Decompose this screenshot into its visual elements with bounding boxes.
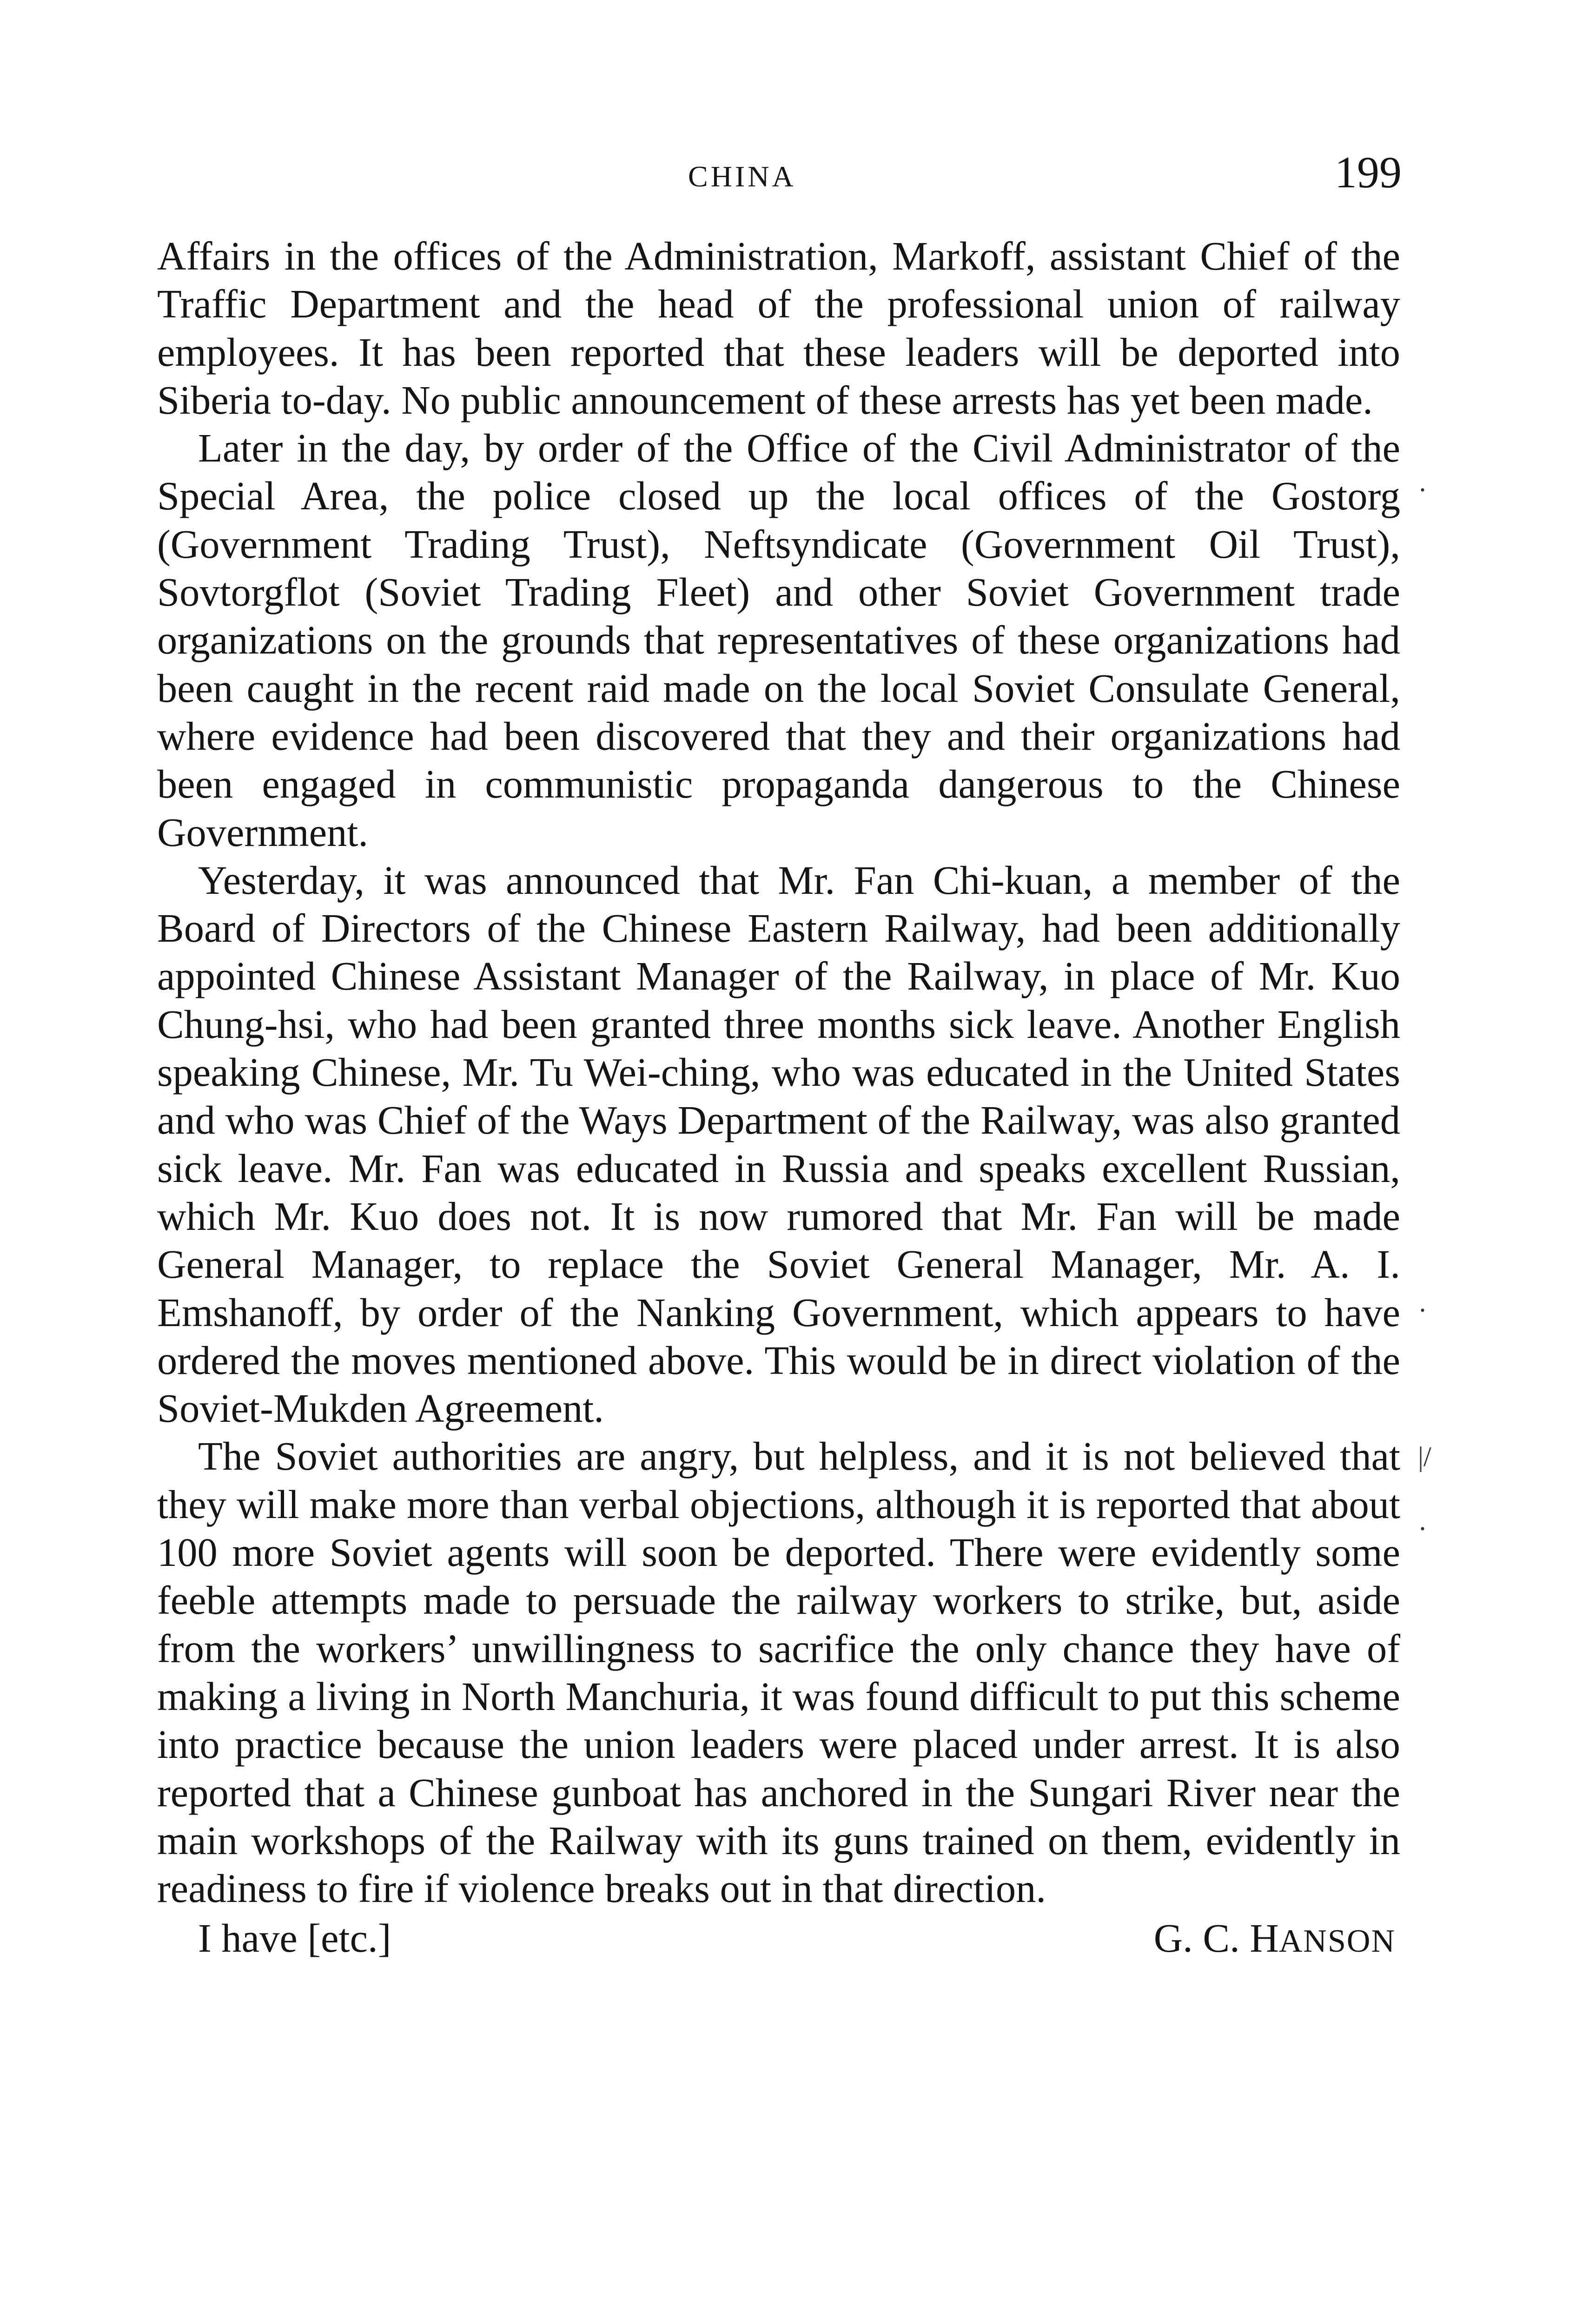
paragraph-4: The Soviet authorities are angry, but helpless, and it is not believed that they will make more than verbal objections, although it is reported that about 100 more Soviet agents will soon be deported. There were evidently some feeble attempts made to persuade the railway workers to strike, but, aside from the workers’ unwillingness to sacrifice the only chance they have of making a living in North Manchuria, it was found difficult to put this scheme into practice because the union leaders were placed under arrest. It is also reported that a Chinese gunboat has anchored in the Sungari River near the main workshops of the Railway with its guns trained on them, evidently in readiness to fire if violence breaks out in that direction. (157, 1434, 1400, 1911)
signature-initials: G. C. H (1153, 1916, 1279, 1961)
paragraph-3: Yesterday, it was announced that Mr. Fan Chi-kuan, a member of the Board of Directors of the Chinese Eastern Railway, had been additionally appointed Chinese Assistant Manager of the Railway, in place of Mr. Kuo Chung-hsi, who had been granted three months sick leave. Another English speaking Chinese, Mr. Tu Wei-ching, who was educated in the United States and who was Chief of the Ways Department of the Railway, was also granted sick leave. Mr. Fan was educated in Russia and speaks excellent Russian, which Mr. Kuo does not. It is now rumored that Mr. Fan will be made General Manager, to replace the Soviet General Manager, Mr. A. I. Emshanoff, by order of the Nanking Government, which appears to have ordered the moves mentioned above. This would be in direct violation of the Soviet-Mukden Agreement. (157, 858, 1400, 1431)
salutation: I have [etc.] (198, 1916, 391, 1961)
margin-tick-mark: |/ (1418, 1441, 1431, 1472)
closing-line (157, 1915, 1400, 1962)
page-header (0, 146, 1569, 198)
letter-body (157, 232, 1400, 1962)
running-head: CHINA (688, 160, 796, 193)
margin-dot-mark: · (1418, 1295, 1427, 1326)
margin-dot-mark: · (1418, 1513, 1427, 1544)
margin-dot-mark: · (1418, 475, 1427, 505)
paragraph-2: Later in the day, by order of the Office of the Civil Administrator of the Special Area, the police closed up the local offices of the Gostorg (Government Trading Trust), Neftsyndicate (Government Oil Trust), Sovtorgflot (Soviet Trading Fleet) and other Soviet Government trade organizations on the grounds that representatives of these organizations had been caught in the recent raid made on the local Soviet Consulate General, where evidence had been discovered that they and their organizations had been engaged in communistic propaganda dangerous to the Chinese Government. (157, 426, 1400, 855)
signature-rest: ANSON (1278, 1923, 1396, 1960)
page-number: 199 (1335, 147, 1402, 197)
signature (1154, 1915, 1396, 1965)
paragraph-1: Affairs in the offices of the Administration, Markoff, assistant Chief of the Traffic Department and the head of the professional union of railway employees. It has been reported that these leaders will be deported into Siberia to-day. No public announcement of these arrests has yet been made. (157, 234, 1400, 423)
